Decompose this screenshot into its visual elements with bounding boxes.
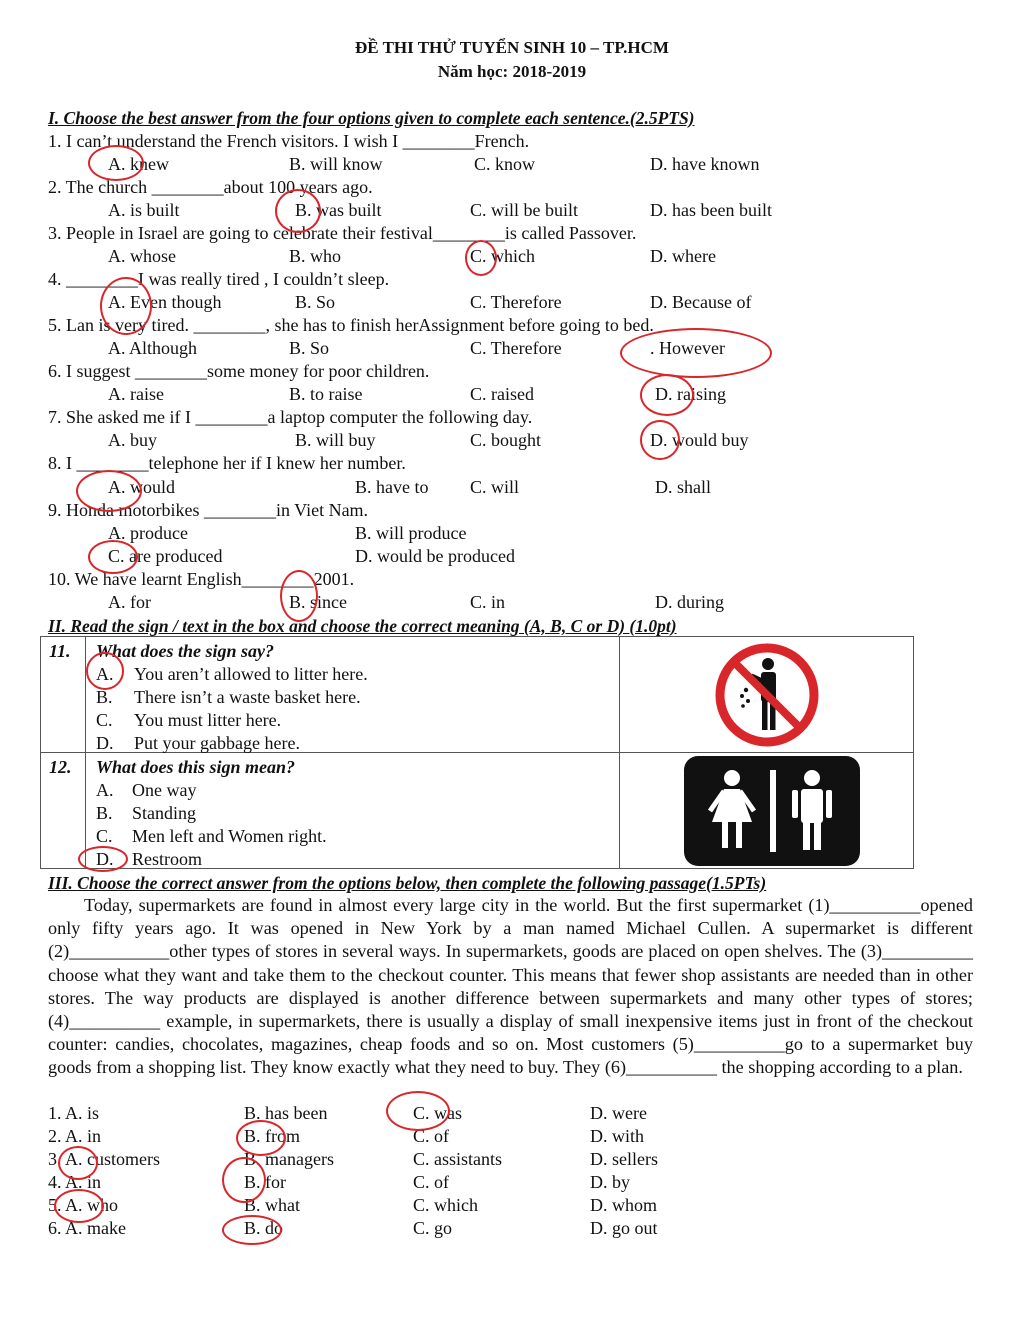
option-3b[interactable]: B. who <box>289 246 342 266</box>
answer-5c[interactable]: C. which <box>413 1195 478 1215</box>
column-divider <box>85 753 86 868</box>
option-9b[interactable]: B. will produce <box>355 523 467 543</box>
option-6c[interactable]: C. raised <box>470 384 534 404</box>
option-9c[interactable]: C. are produced <box>108 546 223 566</box>
sign-row-11 <box>41 637 914 753</box>
question-6: 6. I suggest ________some money for poor children. <box>48 361 430 381</box>
option-5c[interactable]: C. Therefore <box>470 338 562 358</box>
question-1: 1. I can’t understand the French visitors. I wish I ________French. <box>48 131 530 151</box>
option-3c[interactable]: C. which <box>470 246 535 266</box>
school-year: Năm học: 2018-2019 <box>437 62 587 81</box>
option-2b[interactable]: B. was built <box>295 200 382 220</box>
answer-2b[interactable]: B. from <box>244 1126 300 1146</box>
answer-4d[interactable]: D. by <box>590 1172 630 1192</box>
answer-3c[interactable]: C. assistants <box>413 1149 503 1169</box>
answer-6d[interactable]: D. go out <box>590 1218 658 1238</box>
option-9a[interactable]: A. produce <box>108 523 188 543</box>
option-1a[interactable]: A. knew <box>108 154 169 174</box>
option-10c[interactable]: C. in <box>470 592 506 612</box>
option-11b[interactable]: B. There isn’t a waste basket here. <box>96 687 361 707</box>
option-12b[interactable]: B. Standing <box>96 803 197 823</box>
option-4b[interactable]: B. So <box>295 292 336 312</box>
option-2a[interactable]: A. is built <box>108 200 180 220</box>
answer-1c[interactable]: C. was <box>413 1103 462 1123</box>
option-3a[interactable]: A. whose <box>108 246 176 266</box>
option-2d[interactable]: D. has been built <box>650 200 772 220</box>
restroom-sign <box>620 753 913 868</box>
option-10b[interactable]: B. since <box>289 592 347 612</box>
option-7a[interactable]: A. buy <box>108 430 157 450</box>
option-8d[interactable]: D. shall <box>655 477 711 497</box>
question-7: 7. She asked me if I ________a laptop computer the following day. <box>48 407 533 427</box>
option-12c[interactable]: C. Men left and Women right. <box>96 826 327 846</box>
exam-title: ĐỀ THI THỬ TUYỂN SINH 10 – TP.HCM <box>355 38 669 57</box>
option-1b[interactable]: B. will know <box>289 154 383 174</box>
question-4: 4. ________I was really tired , I couldn’t sleep. <box>48 269 390 289</box>
sign-row-12 <box>41 753 914 869</box>
answer-2c[interactable]: C. of <box>413 1126 449 1146</box>
option-4d[interactable]: D. Because of <box>650 292 752 312</box>
option-6b[interactable]: B. to raise <box>289 384 363 404</box>
option-5d[interactable]: . However <box>650 338 725 358</box>
question-12-text: What does this sign mean? <box>96 757 296 777</box>
option-7d[interactable]: D. would buy <box>650 430 749 450</box>
option-12d[interactable]: D. Restroom <box>96 849 202 869</box>
reading-passage <box>48 894 973 1080</box>
option-4c[interactable]: C. Therefore <box>470 292 562 312</box>
option-7c[interactable]: C. bought <box>470 430 542 450</box>
question-10: 10. We have learnt English________2001. <box>48 569 355 589</box>
answer-3a[interactable]: 3. A. customers <box>48 1149 160 1169</box>
question-8: 8. I ________telephone her if I knew her number. <box>48 453 406 473</box>
question-3: 3. People in Israel are going to celebrate their festival________is called Passover. <box>48 223 637 243</box>
question-11-number: 11. <box>49 641 71 661</box>
no-littering-icon <box>712 640 822 750</box>
answer-3d[interactable]: D. sellers <box>590 1149 658 1169</box>
option-1c[interactable]: C. know <box>474 154 536 174</box>
answer-6b[interactable]: B. do <box>244 1218 284 1238</box>
section-2-heading: II. Read the sign / text in the box and choose the correct meaning (A, B, C or D) (1.0pt) <box>48 616 677 636</box>
option-8a[interactable]: A. would <box>108 477 175 497</box>
option-9d[interactable]: D. would be produced <box>355 546 515 566</box>
answer-4a[interactable]: 4. A. in <box>48 1172 102 1192</box>
answer-6a[interactable]: 6. A. make <box>48 1218 126 1238</box>
answer-5a[interactable]: 5. A. who <box>48 1195 119 1215</box>
question-12-cell <box>41 753 619 868</box>
question-11-text: What does the sign say? <box>96 641 275 661</box>
option-8b[interactable]: B. have to <box>355 477 429 497</box>
option-11a[interactable]: A. You aren’t allowed to litter here. <box>96 664 368 684</box>
option-11d[interactable]: D. Put your gabbage here. <box>96 733 300 753</box>
column-divider <box>85 637 86 752</box>
passage-paragraph: Today, supermarkets are found in almost every large city in the world. But the first supermarket (1)__________opened only fifty years ago. It was opened in New York by a man named Michael Cullen. A supermarket is different (2)___________other types of stores in several ways. In supermarkets, goods are placed on open shelves. The (3)__________ choose what they want and take them to the checkout counter. This means that fewer shop assistants are needed than in other stores. The way products are displayed is another difference between supermarkets and many other types of stores; (4)__________ example, in supermarkets, there is usually a display of small inexpensive items just in front of the checkout counter: candies, chocolates, magazines, cheap foods and so on. Most customers (5)__________go to a supermarket buy goods from a shopping list. They know exactly what they need to buy. They (6)__________ the shopping according to a plan. <box>48 895 973 1078</box>
section-1-heading: I. Choose the best answer from the four options given to complete each sentence.(2.5PTS) <box>48 108 695 128</box>
section-3-heading: III. Choose the correct answer from the options below, then complete the following passage(1.5PTs) <box>48 873 767 893</box>
option-11c[interactable]: C. You must litter here. <box>96 710 282 730</box>
question-12-number: 12. <box>49 757 72 777</box>
question-11-cell <box>41 637 619 752</box>
option-8c[interactable]: C. will <box>470 477 520 497</box>
option-5a[interactable]: A. Although <box>108 338 198 358</box>
sign-table <box>40 636 914 869</box>
option-4a[interactable]: A. Even though <box>108 292 222 312</box>
option-6a[interactable]: A. raise <box>108 384 164 404</box>
answer-2d[interactable]: D. with <box>590 1126 644 1146</box>
answer-1a[interactable]: 1. A. is <box>48 1103 100 1123</box>
answer-1b[interactable]: B. has been <box>244 1103 328 1123</box>
option-10a[interactable]: A. for <box>108 592 151 612</box>
restroom-icon <box>684 756 860 866</box>
question-2: 2. The church ________about 100 years ago. <box>48 177 373 197</box>
option-5b[interactable]: B. So <box>289 338 330 358</box>
no-littering-sign <box>620 637 913 752</box>
answer-5d[interactable]: D. whom <box>590 1195 657 1215</box>
answer-1d[interactable]: D. were <box>590 1103 647 1123</box>
option-6d[interactable]: D. raising <box>655 384 726 404</box>
answer-4b[interactable]: B. for <box>244 1172 286 1192</box>
option-7b[interactable]: B. will buy <box>295 430 376 450</box>
question-5: 5. Lan is very tired. ________, she has to finish herAssignment before going to bed. <box>48 315 654 335</box>
answer-5b[interactable]: B. what <box>244 1195 300 1215</box>
option-1d[interactable]: D. have known <box>650 154 760 174</box>
answer-3b[interactable]: B. managers <box>244 1149 334 1169</box>
question-9: 9. Honda motorbikes ________in Viet Nam. <box>48 500 369 520</box>
answer-2a[interactable]: 2. A. in <box>48 1126 102 1146</box>
option-12a[interactable]: A. One way <box>96 780 197 800</box>
answer-6c[interactable]: C. go <box>413 1218 453 1238</box>
option-3d[interactable]: D. where <box>650 246 716 266</box>
answer-4c[interactable]: C. of <box>413 1172 449 1192</box>
option-10d[interactable]: D. during <box>655 592 724 612</box>
option-2c[interactable]: C. will be built <box>470 200 578 220</box>
